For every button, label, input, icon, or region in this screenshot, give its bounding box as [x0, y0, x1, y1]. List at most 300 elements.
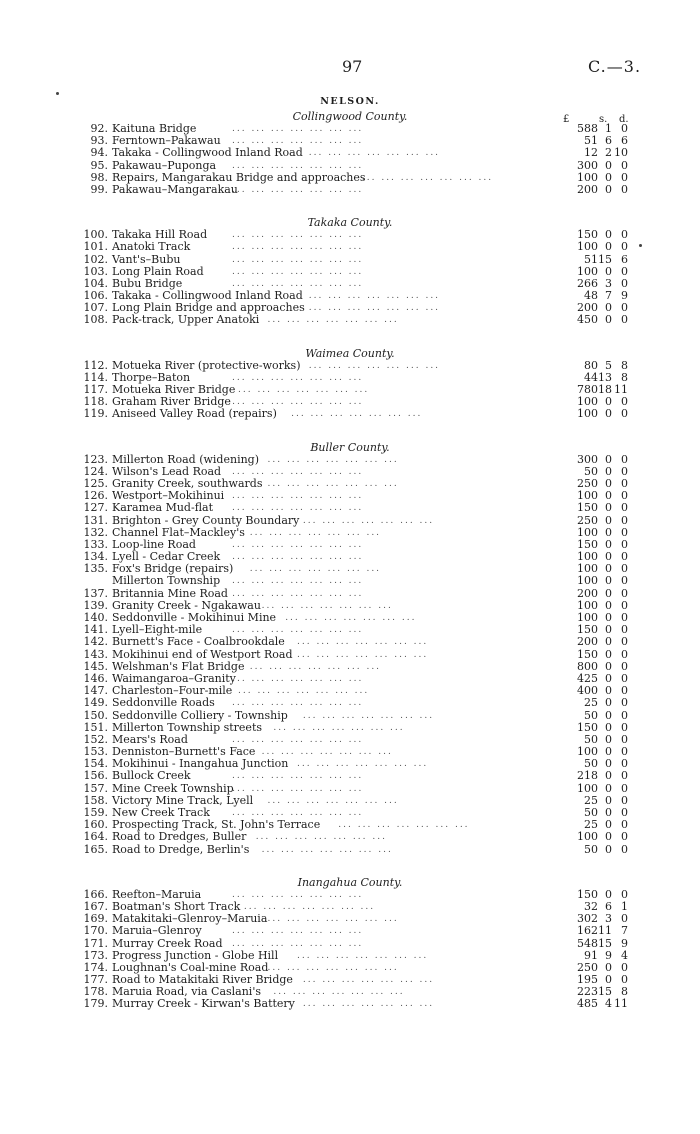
amount [562, 783, 628, 795]
leader-dots: ... ... ... ... ... ... ... [261, 600, 393, 611]
item-number: 160. [83, 818, 108, 832]
amount-shillings: 0 [605, 301, 612, 315]
item-number: 103. [83, 264, 108, 278]
item-number: 140. [83, 611, 108, 624]
amount-shillings: 11 [598, 924, 612, 938]
amount-pounds: 200 [577, 635, 598, 649]
amount-pence: 0 [621, 525, 628, 539]
table-row [0, 783, 700, 795]
amount [562, 241, 628, 253]
item-name: Mokihinui end of Westport Road [112, 647, 293, 661]
item-name: Long Plain Road [112, 264, 204, 278]
amount-shillings: 0 [605, 501, 612, 515]
item-name: Wilson's Lead Road [112, 464, 222, 478]
item-name: Karamea Mud-flat [112, 501, 214, 515]
leader-dots: ... ... ... ... ... ... ... [308, 291, 441, 302]
amount-pence: 0 [621, 586, 628, 600]
item-number: 174. [83, 960, 108, 974]
table-row [0, 360, 700, 372]
item-name: Millerton Township [112, 574, 221, 588]
leader-dots: ... ... ... ... ... ... ... [267, 795, 399, 806]
item-number: 164. [83, 830, 108, 844]
table-row [0, 831, 700, 843]
amount-pounds: 91 [584, 948, 598, 962]
table-row [0, 454, 700, 466]
county-section [0, 856, 700, 1011]
item-number: 139. [83, 598, 108, 612]
amount-pence: 8 [621, 985, 628, 999]
item-name: Millerton Township streets [112, 720, 263, 734]
item-name: Thorpe–Baton [112, 370, 191, 384]
amount-pounds: 50 [584, 757, 598, 771]
leader-dots: ... ... ... ... ... ... ... [232, 160, 364, 171]
amount-pounds: 100 [577, 170, 598, 184]
amount-pence: 0 [621, 818, 628, 832]
leader-dots: ... ... ... ... ... ... ... [232, 783, 364, 794]
amount-pence: 0 [621, 830, 628, 844]
item-number: 165. [83, 842, 108, 856]
region-heading: NELSON. [320, 96, 380, 107]
amount-pence: 0 [621, 228, 628, 242]
amount-shillings: 0 [605, 781, 612, 795]
amount-pounds: 780 [577, 383, 598, 396]
item-number: 159. [83, 806, 108, 819]
amount-shillings: 2 [605, 146, 612, 160]
leader-dots: ... ... ... ... ... ... ... [255, 832, 387, 843]
amount-shillings: 0 [605, 806, 612, 819]
amount-shillings: 0 [605, 769, 612, 783]
leader-dots: ... ... ... ... ... ... ... [238, 385, 370, 395]
amount-shillings: 0 [605, 598, 612, 612]
amount-shillings: 0 [605, 228, 612, 242]
amount-pence: 0 [621, 158, 628, 172]
page-number: 97 [342, 57, 363, 76]
leader-dots: ... ... ... ... ... ... ... [232, 184, 364, 195]
amount-pounds: 100 [577, 264, 598, 278]
amount-pounds: 100 [577, 525, 598, 539]
amount-pounds: 25 [584, 696, 598, 710]
amount-pounds: 588 [577, 122, 598, 135]
item-number: 152. [83, 732, 108, 746]
amount-shillings: 0 [605, 793, 612, 807]
amount-pence: 0 [621, 501, 628, 515]
leader-dots: ... ... ... ... ... ... ... [297, 649, 429, 660]
print-speck [56, 92, 59, 95]
amount-pounds: 51 [584, 252, 598, 266]
amount-pence: 6 [621, 134, 628, 148]
amount [562, 844, 628, 856]
item-number: 95. [90, 158, 108, 172]
item-name: Vant's–Bubu [112, 252, 181, 266]
item-name: Takaka - Collingwood Inland Road [112, 289, 303, 303]
item-number: 101. [83, 240, 108, 254]
leader-dots: ... ... ... ... ... ... ... [308, 360, 441, 371]
amount-shillings: 0 [605, 158, 612, 172]
item-number: 112. [83, 358, 108, 372]
amount-pounds: 100 [577, 611, 598, 624]
item-name: Pakawau–Puponga [112, 158, 217, 172]
item-number: 149. [83, 696, 108, 710]
item-number: 108. [83, 313, 108, 327]
item-number: 158. [83, 793, 108, 807]
appropriations-table [0, 110, 700, 1011]
item-number: 126. [83, 489, 108, 503]
amount-shillings: 7 [605, 289, 612, 303]
amount-shillings: 0 [605, 264, 612, 278]
table-row [0, 254, 700, 266]
item-number: 100. [83, 228, 108, 242]
amount-pounds: 50 [584, 842, 598, 856]
item-name: Charleston–Four-mile [112, 684, 233, 698]
leader-dots: ... ... ... ... ... ... ... [232, 230, 364, 241]
amount-shillings: 0 [605, 240, 612, 254]
item-name: Mokihinui - Inangahua Junction [112, 757, 289, 771]
leader-dots: ... ... ... ... ... ... ... [273, 987, 405, 998]
item-number: 154. [83, 757, 108, 771]
amount-pounds: 44 [584, 370, 598, 384]
amount-pounds: 32 [584, 899, 598, 913]
item-number: 133. [83, 537, 108, 551]
amount [562, 575, 628, 587]
amount-pounds: 300 [577, 452, 598, 466]
item-name: Seddonville - Mokihinui Mine [112, 611, 277, 624]
amount-pounds: 250 [577, 513, 598, 527]
item-number: 177. [83, 973, 108, 987]
item-number: 92. [90, 122, 108, 135]
amount [562, 314, 628, 326]
amount-pence: 8 [621, 358, 628, 372]
item-name: Murray Creek Road [112, 936, 223, 950]
leader-dots: ... ... ... ... ... ... ... [302, 975, 435, 986]
amount [562, 770, 628, 782]
table-row [0, 588, 700, 600]
leader-dots: ... ... ... ... ... ... ... [232, 278, 364, 289]
amount-pence: 0 [621, 912, 628, 926]
item-number: 117. [83, 383, 108, 396]
amount-shillings: 0 [605, 395, 612, 409]
item-number: 134. [83, 550, 108, 564]
amount-shillings: 0 [605, 537, 612, 551]
amount-pounds: 200 [577, 301, 598, 315]
amount-pounds: 195 [577, 973, 598, 987]
amount-shillings: 0 [605, 313, 612, 327]
item-number: 119. [83, 407, 108, 421]
leader-dots: ... ... ... ... ... ... ... [238, 686, 370, 697]
item-number: 169. [83, 912, 108, 926]
leader-dots: ... ... ... ... ... ... ... [232, 576, 364, 587]
amount-pounds: 266 [577, 276, 598, 290]
amount-shillings: 15 [598, 936, 612, 950]
amount-pence: 0 [621, 806, 628, 819]
item-name: Seddonville Colliery - Township [112, 708, 288, 722]
table-row [0, 844, 700, 856]
leader-dots: ... ... ... ... ... ... ... [232, 397, 364, 408]
item-number: 118. [83, 395, 108, 409]
amount-pounds: 150 [577, 647, 598, 661]
item-number: 143. [83, 647, 108, 661]
amount-shillings: 0 [605, 830, 612, 844]
amount-pence: 0 [621, 464, 628, 478]
item-number: 106. [83, 289, 108, 303]
amount-pence: 0 [621, 635, 628, 649]
amount-shillings: 6 [605, 899, 612, 913]
leader-dots: ... ... ... ... ... ... ... [338, 820, 470, 831]
item-number: 94. [90, 146, 108, 160]
item-number: 170. [83, 924, 108, 938]
leader-dots: ... ... ... ... ... ... ... [232, 938, 364, 949]
amount [562, 998, 628, 1010]
table-row [0, 184, 700, 196]
leader-dots: ... ... ... ... ... ... ... [232, 734, 364, 745]
item-name: Maruia Road, via Caslani's [112, 985, 261, 999]
amount-shillings: 0 [605, 647, 612, 661]
county-section [0, 110, 700, 196]
table-row [0, 408, 700, 420]
table-row [0, 697, 700, 709]
amount-pence: 0 [621, 696, 628, 710]
item-name: Denniston–Burnett's Face [112, 745, 256, 759]
county-heading: Inangahua County. [297, 875, 403, 889]
amount-shillings: 13 [598, 370, 612, 384]
item-name: Anatoki Track [112, 240, 191, 254]
leader-dots: ... ... ... ... ... ... ... [302, 515, 435, 526]
table-row [0, 575, 700, 587]
item-number: 125. [83, 476, 108, 490]
amount [562, 502, 628, 514]
amount-shillings: 0 [605, 489, 612, 503]
item-number: 123. [83, 452, 108, 466]
item-name: Waimangaroa–Granity [112, 671, 236, 685]
item-number: 102. [83, 252, 108, 266]
amount-pounds: 100 [577, 395, 598, 409]
amount [562, 925, 628, 937]
amount-shillings: 0 [605, 720, 612, 734]
amount-pounds: 300 [577, 158, 598, 172]
amount-pence: 0 [621, 842, 628, 856]
amount [562, 515, 628, 527]
amount-pence: 0 [621, 513, 628, 527]
amount-pounds: 80 [584, 358, 598, 372]
amount-pounds: 100 [577, 574, 598, 588]
item-number: 93. [90, 134, 108, 148]
amount-pence: 0 [621, 182, 628, 196]
amount-pounds: 400 [577, 684, 598, 698]
item-name: Fox's Bridge (repairs) [112, 562, 234, 576]
item-name: Burnett's Face - Coalbrookdale [112, 635, 285, 649]
item-number: 107. [83, 301, 108, 315]
amount-pence: 0 [621, 240, 628, 254]
item-number: 141. [83, 623, 108, 637]
leader-dots: ... ... ... ... ... ... ... [232, 588, 364, 599]
item-name: Britannia Mine Road [112, 586, 228, 600]
item-number: 142. [83, 635, 108, 649]
item-number: 157. [83, 781, 108, 795]
leader-dots: ... ... ... ... ... ... ... [232, 889, 364, 900]
amount-pounds: 100 [577, 240, 598, 254]
amount-shillings: 0 [605, 611, 612, 624]
amount-pence: 0 [621, 769, 628, 783]
amount-pounds: 302 [577, 912, 598, 926]
leader-dots: ... ... ... ... ... ... ... [273, 722, 405, 733]
item-name: Loughnan's Coal-mine Road [112, 960, 269, 974]
amount-shillings: 3 [605, 912, 612, 926]
leader-dots: ... ... ... ... ... ... ... [308, 148, 441, 159]
amount-shillings: 0 [605, 887, 612, 901]
amount-shillings: 0 [605, 476, 612, 490]
amount-pence: 6 [621, 252, 628, 266]
amount-pence: 0 [621, 793, 628, 807]
item-number: 167. [83, 899, 108, 913]
item-name: Aniseed Valley Road (repairs) [112, 407, 277, 421]
item-number: 132. [83, 525, 108, 539]
amount-shillings: 1 [605, 122, 612, 135]
county-heading: Takaka County. [307, 216, 393, 230]
amount-pounds: 548 [577, 936, 598, 950]
amount-pounds: 150 [577, 501, 598, 515]
amount [562, 938, 628, 950]
amount-pence: 0 [621, 301, 628, 315]
item-name: Takaka Hill Road [112, 228, 208, 242]
item-number: 147. [83, 684, 108, 698]
amount [562, 147, 628, 159]
item-number: 150. [83, 708, 108, 722]
amount-shillings: 0 [605, 464, 612, 478]
leader-dots: ... ... ... ... ... ... ... [232, 503, 364, 514]
amount-pounds: 150 [577, 228, 598, 242]
leader-dots: ... ... ... ... ... ... ... [249, 527, 382, 538]
leader-dots: ... ... ... ... ... ... ... [232, 926, 364, 937]
leader-dots: ... ... ... ... ... ... ... [232, 124, 364, 134]
amount-shillings: 0 [605, 182, 612, 196]
amount-shillings: 0 [605, 635, 612, 649]
amount-pence: 0 [621, 452, 628, 466]
amount-shillings: 18 [598, 383, 612, 396]
amount-pounds: 162 [577, 924, 598, 938]
item-name: Granity Creek - Ngakawau [112, 598, 261, 612]
amount-shillings: 0 [605, 684, 612, 698]
amount-shillings: 0 [605, 745, 612, 759]
amount-pounds: 100 [577, 407, 598, 421]
leader-dots: ... ... ... ... ... ... ... [232, 771, 364, 782]
amount-pounds: 100 [577, 830, 598, 844]
amount-pence: 0 [621, 757, 628, 771]
amount [562, 831, 628, 843]
amount-pence: 0 [621, 960, 628, 974]
amount-pence: 0 [621, 708, 628, 722]
item-number: 124. [83, 464, 108, 478]
item-name: New Creek Track [112, 806, 210, 819]
leader-dots: ... ... ... ... ... ... ... [243, 901, 376, 912]
item-name: Ferntown–Pakawau [112, 134, 221, 148]
item-name: Reefton–Maruia [112, 887, 202, 901]
amount-shillings: 0 [605, 562, 612, 576]
amount-shillings: 9 [605, 948, 612, 962]
item-number: 153. [83, 745, 108, 759]
amount-pounds: 25 [584, 818, 598, 832]
amount [562, 184, 628, 196]
amount-pence: 0 [621, 623, 628, 637]
amount-pounds: 100 [577, 550, 598, 564]
amount-pence: 1 [621, 899, 628, 913]
amount-pounds: 100 [577, 598, 598, 612]
leader-dots: ... ... ... ... ... ... ... [232, 266, 364, 277]
table-row [0, 938, 700, 950]
amount-shillings: 0 [605, 842, 612, 856]
amount-pence: 11 [614, 383, 628, 396]
amount-shillings: 4 [605, 997, 612, 1011]
county-section [0, 196, 700, 327]
leader-dots: ... ... ... ... ... ... ... [302, 999, 435, 1010]
amount-pounds: 51 [584, 134, 598, 148]
amount [562, 588, 628, 600]
item-name: Motueka River (protective-works) [112, 358, 301, 372]
leader-dots: ... ... ... ... ... ... ... [261, 747, 393, 758]
amount-pounds: 200 [577, 586, 598, 600]
leader-dots: ... ... ... ... ... ... ... [297, 950, 429, 961]
item-name: Welshman's Flat Bridge [112, 659, 245, 673]
amount-pounds: 150 [577, 887, 598, 901]
amount-shillings: 15 [598, 985, 612, 999]
amount-shillings: 0 [605, 525, 612, 539]
item-name: Long Plain Bridge and approaches [112, 301, 305, 315]
table-row [0, 515, 700, 527]
amount-shillings: 0 [605, 659, 612, 673]
table-row [0, 160, 700, 172]
leader-dots: ... ... ... ... ... ... ... [249, 661, 382, 672]
amount-pounds: 100 [577, 745, 598, 759]
amount-shillings: 0 [605, 550, 612, 564]
item-name: Millerton Road (widening) [112, 452, 260, 466]
amount [562, 360, 628, 372]
amount-shillings: 0 [605, 574, 612, 588]
item-name: Takaka - Collingwood Inland Road [112, 146, 303, 160]
amount-pence: 0 [621, 276, 628, 290]
table-row [0, 649, 700, 661]
item-number: 114. [83, 370, 108, 384]
amount [562, 636, 628, 648]
amount-shillings: 0 [605, 973, 612, 987]
leader-dots: ... ... ... ... ... ... ... [249, 564, 382, 575]
item-name: Maruia–Glenroy [112, 924, 202, 938]
amount-pence: 0 [621, 720, 628, 734]
document-reference: C.—3. [588, 57, 642, 76]
item-number: 131. [83, 513, 108, 527]
item-name: Repairs, Mangarakau Bridge and approaches [112, 170, 366, 184]
item-name: Victory Mine Track, Lyell [112, 793, 254, 807]
amount-pence: 8 [621, 370, 628, 384]
leader-dots: ... ... ... ... ... ... ... [297, 637, 429, 648]
amount-pence: 0 [621, 781, 628, 795]
table-row [0, 147, 700, 159]
item-name: Kaituna Bridge [112, 122, 197, 135]
item-number: 156. [83, 769, 108, 783]
table-row [0, 314, 700, 326]
amount-pounds: 50 [584, 708, 598, 722]
item-name: Westport–Mokihinui [112, 489, 225, 503]
county-section [0, 327, 700, 421]
amount-pence: 0 [621, 574, 628, 588]
amount [562, 454, 628, 466]
leader-dots: ... ... ... ... ... ... ... [232, 136, 364, 147]
amount-shillings: 3 [605, 276, 612, 290]
leader-dots: ... ... ... ... ... ... ... [308, 303, 441, 314]
amount [562, 697, 628, 709]
leader-dots: ... ... ... ... ... ... ... [297, 759, 429, 770]
item-name: Lyell - Cedar Creek [112, 550, 221, 564]
amount-shillings: 0 [605, 513, 612, 527]
amount-pence: 9 [621, 936, 628, 950]
item-name: Bubu Bridge [112, 276, 183, 290]
